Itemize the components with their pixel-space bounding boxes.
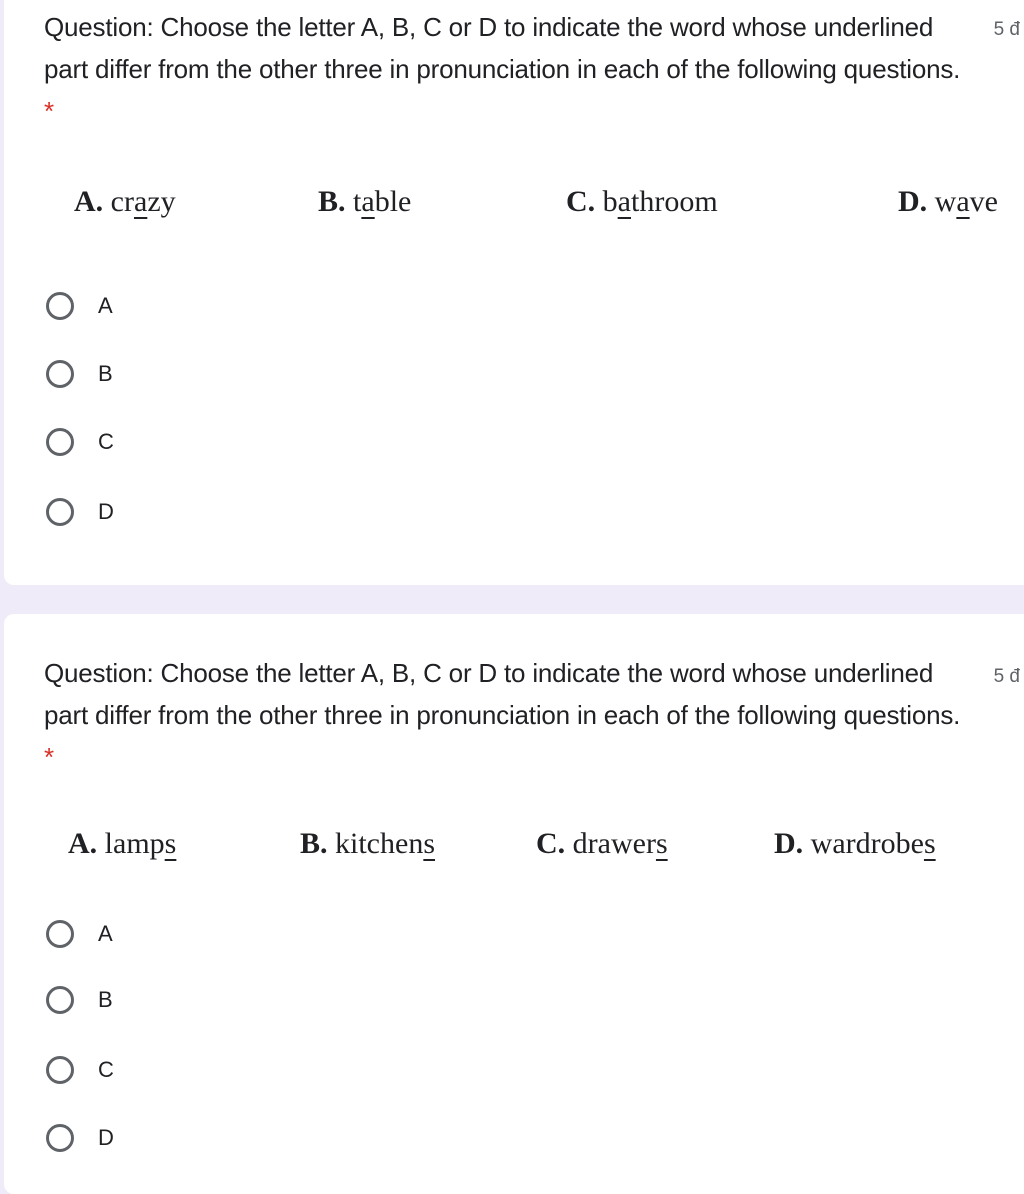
- required-mark: *: [44, 742, 54, 772]
- choice-label: D: [98, 1125, 114, 1150]
- word-option-c: C. bathroom: [566, 185, 718, 218]
- choice-label: B: [98, 361, 113, 386]
- question-card: [4, 614, 1024, 1194]
- radio-button[interactable]: [46, 1124, 74, 1152]
- word-option-a: A. crazy: [74, 185, 176, 218]
- word-option-c: C. drawers: [536, 827, 668, 860]
- word-option-b: B. table: [318, 185, 412, 218]
- required-mark: *: [44, 96, 54, 126]
- choice-label: A: [98, 921, 113, 946]
- choice-d[interactable]: [46, 494, 114, 530]
- word-option-a: A. lamps: [68, 827, 177, 860]
- points-label: 5 đ: [993, 19, 1020, 40]
- choice-c[interactable]: [46, 424, 114, 460]
- word-option-d: D. wardrobes: [774, 827, 936, 860]
- choice-a[interactable]: [46, 916, 113, 952]
- choice-d[interactable]: [46, 1120, 114, 1156]
- choice-label: C: [98, 429, 114, 454]
- radio-button[interactable]: [46, 360, 74, 388]
- radio-button[interactable]: [46, 292, 74, 320]
- choice-label: D: [98, 499, 114, 524]
- word-option-b: B. kitchens: [300, 827, 436, 860]
- radio-button[interactable]: [46, 920, 74, 948]
- radio-button[interactable]: [46, 1056, 74, 1084]
- choice-label: C: [98, 1057, 114, 1082]
- choice-b[interactable]: [46, 982, 113, 1018]
- radio-button[interactable]: [46, 428, 74, 456]
- radio-button[interactable]: [46, 498, 74, 526]
- question-title: Question: Choose the letter A, B, C or D to indicate the word whose underlined part differ from the other three in pronunciation in each of the following questions. *: [44, 658, 961, 772]
- choice-label: B: [98, 987, 113, 1012]
- word-option-d: D. wave: [898, 185, 998, 218]
- radio-button[interactable]: [46, 986, 74, 1014]
- choice-b[interactable]: [46, 356, 113, 392]
- choice-label: A: [98, 293, 113, 318]
- choice-a[interactable]: [46, 288, 113, 324]
- points-label: 5 đ: [993, 666, 1020, 687]
- question-title: Question: Choose the letter A, B, C or D to indicate the word whose underlined part differ from the other three in pronunciation in each of the following questions. *: [44, 12, 961, 126]
- choice-c[interactable]: [46, 1052, 114, 1088]
- question-card: [4, 0, 1024, 585]
